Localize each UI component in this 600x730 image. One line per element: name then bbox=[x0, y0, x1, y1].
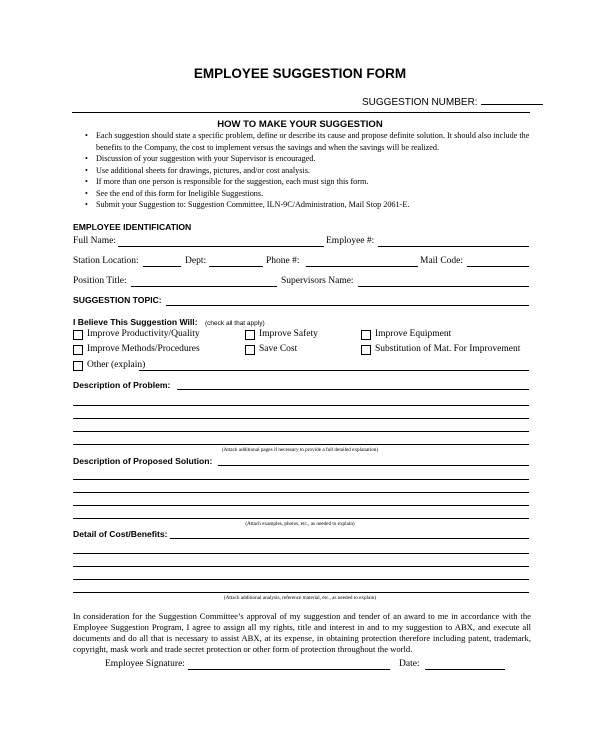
how-to-heading: HOW TO MAKE YOUR SUGGESTION bbox=[217, 119, 383, 130]
problem-heading: Description of Problem: bbox=[73, 380, 171, 390]
how-to-item: • See the end of this form for Ineligible Suggestions. bbox=[74, 188, 534, 200]
how-to-item: • If more than one person is responsible for the suggestion, each must sign this form. bbox=[74, 176, 534, 188]
station-location-label: Station Location: bbox=[73, 256, 139, 266]
problem-first-line[interactable] bbox=[177, 389, 529, 390]
methods-checkbox[interactable] bbox=[73, 345, 83, 355]
how-to-item: • Use additional sheets for drawings, pictures, and/or cost analysis. bbox=[74, 165, 534, 177]
how-to-item: • Discussion of your suggestion with your Supervisor is encouraged. bbox=[74, 153, 534, 165]
safety-checkbox[interactable] bbox=[245, 330, 255, 340]
employee-signature-label: Employee Signature: bbox=[105, 659, 185, 669]
mail-code-field[interactable] bbox=[467, 266, 529, 267]
problem-line[interactable] bbox=[73, 431, 529, 432]
station-location-field[interactable] bbox=[143, 266, 181, 267]
solution-first-line[interactable] bbox=[218, 465, 529, 466]
substitution-checkbox[interactable] bbox=[361, 345, 371, 355]
how-to-item: • Submit your Suggestion to: Suggestion Committee, ILN-9C/Administration, Mail Stop 2061-E. bbox=[74, 199, 534, 211]
supervisors-name-field[interactable] bbox=[358, 286, 529, 287]
date-label: Date: bbox=[399, 659, 420, 669]
suggestion-number-field[interactable] bbox=[362, 95, 543, 108]
how-to-list bbox=[74, 130, 534, 211]
problem-line[interactable] bbox=[73, 418, 529, 419]
save-cost-checkbox[interactable] bbox=[245, 345, 255, 355]
suggestion-number-line[interactable] bbox=[481, 95, 543, 105]
date-field[interactable] bbox=[425, 669, 505, 670]
equipment-option-label: Improve Equipment bbox=[375, 329, 452, 339]
problem-line[interactable] bbox=[73, 444, 529, 445]
methods-option-label: Improve Methods/Procedures bbox=[87, 344, 200, 354]
substitution-option-label: Substitution of Mat. For Improvement bbox=[375, 344, 521, 354]
solution-line[interactable] bbox=[73, 505, 529, 506]
position-title-label: Position Title: bbox=[73, 276, 127, 286]
problem-note: (Attach additional pages if necessary to provide a full detailed explanation) bbox=[221, 447, 379, 453]
cost-first-line[interactable] bbox=[170, 538, 529, 539]
supervisors-name-label: Supervisors Name: bbox=[281, 276, 354, 286]
problem-line[interactable] bbox=[73, 405, 529, 406]
believe-heading-row bbox=[73, 312, 265, 330]
cost-line[interactable] bbox=[73, 592, 529, 593]
save-cost-option-label: Save Cost bbox=[259, 344, 298, 354]
position-title-field[interactable] bbox=[131, 286, 277, 287]
solution-line[interactable] bbox=[73, 518, 529, 519]
cost-line[interactable] bbox=[73, 566, 529, 567]
identification-heading: EMPLOYEE IDENTIFICATION bbox=[73, 222, 192, 232]
dept-field[interactable] bbox=[209, 266, 263, 267]
employee-number-label: Employee #: bbox=[326, 236, 375, 246]
full-name-field[interactable] bbox=[118, 246, 324, 247]
cost-line[interactable] bbox=[73, 553, 529, 554]
solution-line[interactable] bbox=[73, 492, 529, 493]
productivity-option-label: Improve Productivity/Quality bbox=[87, 329, 200, 339]
other-checkbox[interactable] bbox=[73, 361, 83, 371]
form-title: EMPLOYEE SUGGESTION FORM bbox=[193, 66, 407, 81]
full-name-label: Full Name: bbox=[73, 236, 117, 246]
cost-heading: Detail of Cost/Benefits: bbox=[73, 529, 168, 539]
mail-code-label: Mail Code: bbox=[420, 256, 464, 266]
believe-hint: (check all that apply) bbox=[205, 320, 265, 327]
solution-heading: Description of Proposed Solution: bbox=[73, 456, 213, 466]
cost-line[interactable] bbox=[73, 579, 529, 580]
employee-signature-field[interactable] bbox=[188, 669, 390, 670]
suggestion-number-label: SUGGESTION NUMBER: bbox=[362, 97, 478, 108]
productivity-checkbox[interactable] bbox=[73, 330, 83, 340]
top-divider bbox=[72, 112, 530, 113]
other-option-label: Other (explain) bbox=[87, 360, 146, 370]
other-explain-field[interactable] bbox=[139, 370, 529, 371]
safety-option-label: Improve Safety bbox=[259, 329, 318, 339]
solution-line[interactable] bbox=[73, 479, 529, 480]
suggestion-topic-label: SUGGESTION TOPIC: bbox=[73, 295, 162, 305]
phone-label: Phone #: bbox=[266, 256, 300, 266]
phone-field[interactable] bbox=[306, 266, 418, 267]
assignment-agreement-text: In consideration for the Suggestion Committee’s approval of my suggestion and tender of an award to me in accordance with the Employee Suggestion Program, I agree to assign all my rights, title and interest in and to my suggestion to ABX, and execute all documents and do all that is necessary to assist ABX, at its expense, in obtaining protection therefore including patent, trademark, copyright, mask work and trade secret protection or other form of protection throughout the world. bbox=[73, 611, 531, 654]
employee-number-field[interactable] bbox=[378, 246, 529, 247]
believe-heading: I Believe This Suggestion Will: bbox=[73, 317, 198, 327]
how-to-item: • Each suggestion should state a specific problem, define or describe its cause and propose definite solution. It should also include the benefits to the Company, the cost to implement versus the savings and when the savings will be realized. bbox=[74, 130, 534, 153]
solution-note: (Attach examples, photos, etc., as needed to explain) bbox=[245, 521, 355, 527]
dept-label: Dept: bbox=[185, 256, 207, 266]
equipment-checkbox[interactable] bbox=[361, 330, 371, 340]
suggestion-topic-field[interactable] bbox=[166, 305, 529, 306]
cost-note: (Attach additional analysis, reference material, etc., as needed to explain) bbox=[223, 595, 377, 601]
